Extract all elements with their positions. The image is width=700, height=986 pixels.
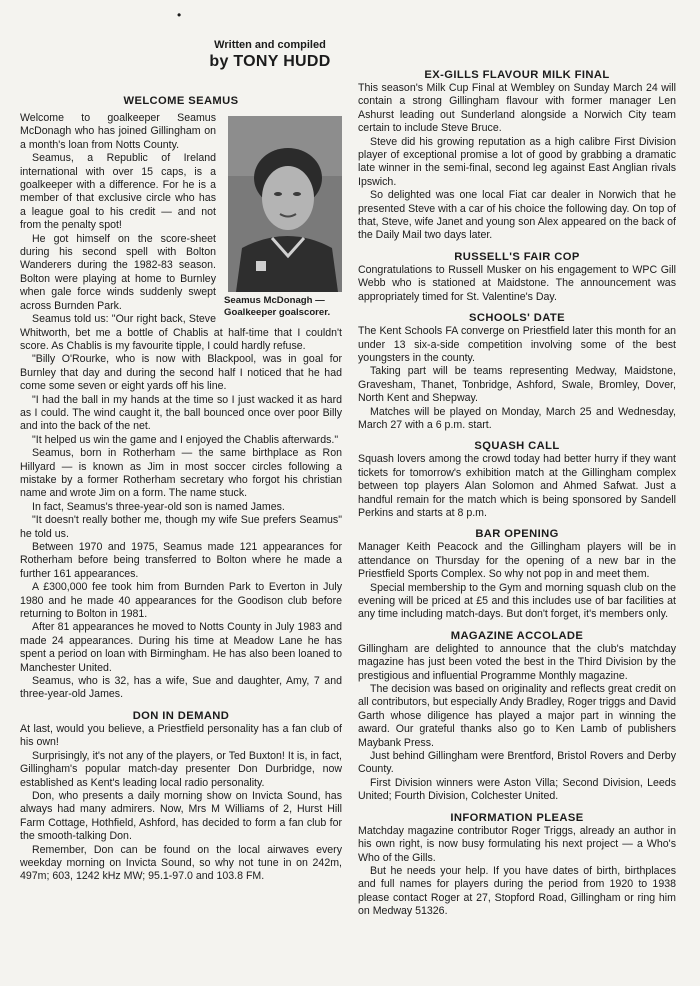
welcome-p1: Welcome to goalkeeper Seamus McDonagh who has joined Gillingham on a month's loan from Notts County. — [20, 112, 216, 151]
welcome-p5: "Billy O'Rourke, who is now with Blackpool, was in goal for Burnley that day and during the second half I noticed that he had come some seven or eight yards off his line. — [20, 353, 342, 393]
welcome-p13: After 81 appearances he moved to Notts County in July 1983 and made 24 appearances. During his time at Meadow Lane he has spent a period on loan with Birmingham. He has also been loaned to Manchester United. — [20, 621, 342, 674]
player-photo-image — [228, 116, 342, 292]
written-compiled: Written and compiled — [214, 39, 326, 51]
welcome-p11: Between 1970 and 1975, Seamus made 121 appearances for Rotherham before being transferred to Bolton where he made a further 161 appearances. — [20, 541, 342, 580]
schools-p2: Taking part will be teams representing Medway, Maidstone, Gravesham, Thanet, Tonbridge, Ashford, Swale, Bromley, Dover, North Kent and Shepway. — [358, 365, 676, 405]
welcome-p4: Seamus told us: "Our right back, Steve Whitworth, bet me a bottle of Chablis at half-time that I couldn't score. As Chablis is my favourite tipple, I could hardly refuse. — [20, 313, 342, 352]
dot-mark: • — [177, 8, 182, 22]
don-p3: Don, who presents a daily morning show on Invicta Sound, has always had many admirers. Now, Mrs M Williams of 2, Hurst Hill Farm Cottage, Hothfield, Ashford, has decided to form a fan club for the smooth-talking Don. — [20, 789, 342, 843]
welcome-p9: In fact, Seamus's three-year-old son is named James. — [32, 500, 285, 513]
welcome-p10: "It doesn't really bother me, though my wife Sue prefers Seamus" he told us. — [20, 514, 342, 540]
left-column — [20, 94, 342, 884]
schools-p1: The Kent Schools FA converge on Priestfield later this month for an under 13 six-a-side competition involving some of the best youngsters in the county. — [358, 325, 676, 364]
photo-caption-line-2: Goalkeeper goalscorer. — [224, 307, 331, 318]
schools-heading: SCHOOLS' DATE — [469, 312, 565, 325]
welcome-p12: A £300,000 fee took him from Burnden Park to Everton in July 1980 and he made 40 appearances for the Goodison club before returning to Bolton in 1981. — [20, 581, 342, 621]
welcome-p14: Seamus, who is 32, has a wife, Sue and daughter, Amy, 7 and three-year-old James. — [20, 675, 342, 701]
photo-figure — [222, 116, 342, 319]
info-heading: INFORMATION PLEASE — [450, 811, 584, 824]
welcome-p2: Seamus, a Republic of Ireland international with over 15 caps, is a goalkeeper with a difference. For he is a member of that exclusive circle who has a league goal to his credit — and not from the penalty spot! — [20, 152, 216, 232]
milk-p3: So delighted was one local Fiat car dealer in Norwich that he presented Steve with a car of his choice the following day. On top of that, Steve, wife Janet and young son Alex appeared on the back of the Daily Mail two days later. — [358, 189, 676, 242]
info-p2: But he needs your help. If you have dates of birth, birthplaces and full names for players during the period from 1920 to 1938 please contact Roger at 27, Stopford Road, Gillingham or ring him on Medway 51326. — [358, 864, 676, 918]
magazine-p3: Just behind Gillingham were Brentford, Bristol Rovers and Derby County. — [358, 750, 676, 776]
photo-caption-line-1: Seamus McDonagh — — [224, 295, 325, 306]
milk-p1: This season's Milk Cup Final at Wembley on Sunday March 24 will contain a strong Gillingham flavour with former manager Len Ashurst leading out Sunderland alongside a Norwich City team certain to include Steve Bruce. — [358, 82, 676, 135]
welcome-p6: "I had the ball in my hands at the time so I just wacked it as hard as I could. The wind caught it, the ball bounced once over poor Billy and into the back of the net. — [20, 393, 342, 433]
magazine-heading: MAGAZINE ACCOLADE — [450, 629, 584, 642]
squash-heading: SQUASH CALL — [474, 440, 560, 453]
bar-p2: Special membership to the Gym and morning squash club on the evening will be priced at £5 and this includes use of bar facilities at any time including match-days. But don't forget, it's members only. — [358, 581, 676, 621]
bar-heading: BAR OPENING — [475, 528, 559, 541]
magazine-p4: First Division winners were Aston Villa; Second Division, Leeds United; Fourth Division, Colchester United. — [358, 776, 676, 803]
don-p1: At last, would you believe, a Priestfield personality has a fan club of his own! — [20, 722, 342, 749]
byline — [200, 38, 340, 72]
milk-p2: Steve did his growing reputation as a high calibre First Division player of exceptional promise a lot of good by grabbing a dramatic late winner in the semi-final, second leg against East Anglian rivals Ipswich. — [358, 135, 676, 188]
milk-heading: EX-GILLS FLAVOUR MILK FINAL — [424, 69, 610, 81]
squash-p1: Squash lovers among the crowd today had better hurry if they want tickets for tomorrow's exhibition match at the Gillingham complex between top players Alan Solomon and Ahmed Safwat. Just a handful remain for the match which is being sponsored by Sandell Perkins and starts at 8 p.m. — [358, 453, 676, 519]
welcome-p8: Seamus, born in Rotherham — the same birthplace as Ron Hillyard — is known as Jim in most soccer circles following a mistake by a former Rotherham secretary who forgot his christian name and wrote Jim on a form. The name stuck. — [20, 447, 342, 500]
magazine-p2: The decision was based on originality and reflects great credit on all contributors, but especially Andy Bradley, Roger triggs and David Garth whose diligence has played a major part in winning the award. Our grateful thanks also go to Ken Lamb of publishers Maybank Press. — [358, 683, 676, 749]
welcome-p7: "It helped us win the game and I enjoyed the Chablis afterwards." — [32, 433, 339, 446]
right-column — [358, 68, 676, 919]
bar-p1: Manager Keith Peacock and the Gillingham players will be in attendance on Thursday for the opening of a new bar in the Priestfield Sports Complex. So why not pop in and meet them. — [358, 541, 676, 581]
don-p4: Remember, Don can be found on the local airwaves every weekday morning on Invicta Sound, so why not tune in on 242m, 497m; 603, 1242 kHz MW; 95.1-97.0 and 103.8 FM. — [20, 843, 342, 883]
magazine-p1: Gillingham are delighted to announce that the club's matchday magazine has just been voted the best in the Third Division by the prestigious and influential Programme Monthly magazine. — [358, 642, 676, 682]
don-p2: Surprisingly, it's not any of the players, or Ted Buxton! It is, in fact, Gillingham's popular match-day presenter Don Durbridge, now established as Kent's leading local radio personality. — [20, 749, 342, 789]
welcome-heading: WELCOME SEAMUS — [123, 95, 239, 107]
welcome-p3: He got himself on the score-sheet during his second spell with Bolton Wanderers during the 1982-83 season. Bolton were playing at home to Burnley when gale force winds suddenly swept across Burnden Park. — [20, 232, 216, 312]
russell-p1: Congratulations to Russell Musker on his engagement to WPC Gill Webb who is stationed at Maidstone. The announcement was appropriately timed for St. Valentine's Day. — [358, 263, 676, 303]
info-p1: Matchday magazine contributor Roger Triggs, already an author in his own right, is now busy formulating his next project — a Who's Who of the Gills. — [358, 824, 676, 864]
schools-p3: Matches will be played on Monday, March 25 and Wednesday, March 27 with a 6 p.m. start. — [358, 405, 676, 431]
don-heading: DON IN DEMAND — [132, 709, 230, 722]
player-photo — [228, 116, 342, 292]
author: by TONY HUDD — [209, 53, 331, 70]
photo-caption — [222, 295, 342, 319]
russell-heading: RUSSELL'S FAIR COP — [454, 250, 580, 263]
